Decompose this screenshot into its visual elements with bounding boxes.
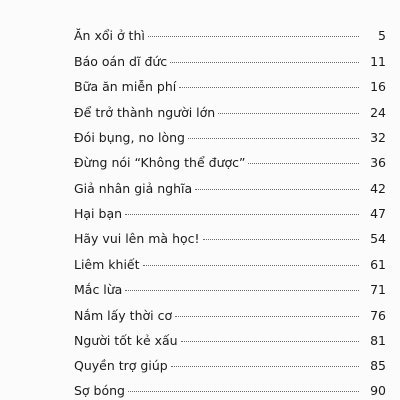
- toc-entry-title: Đói bụng, no lòng: [74, 130, 185, 145]
- dot-leader: [188, 138, 359, 139]
- toc-entry: [74, 356, 386, 376]
- toc-entry-page: 42: [370, 181, 386, 196]
- toc-entry: [74, 128, 386, 148]
- dot-leader: [170, 62, 359, 63]
- dot-leader: [248, 163, 359, 164]
- toc-entry-title: Giả nhân giả nghĩa: [74, 181, 193, 196]
- toc-entry: [74, 331, 386, 351]
- toc-entry-page: 5: [378, 28, 386, 43]
- toc-entry-page: 24: [370, 105, 386, 120]
- toc-entry: [74, 306, 386, 326]
- toc-entry-title: Quyền trợ giúp: [74, 358, 168, 373]
- toc-entry-page: 16: [370, 79, 386, 94]
- toc-entry-page: 36: [370, 155, 386, 170]
- toc-entry-page: 61: [370, 257, 386, 272]
- toc-entry-page: 71: [370, 282, 386, 297]
- toc-entry: [74, 52, 386, 72]
- toc-entry: [74, 153, 386, 173]
- toc-entry: [74, 280, 386, 300]
- toc-entry-page: 76: [370, 308, 386, 323]
- dot-leader: [148, 36, 359, 37]
- toc-entry-page: 32: [370, 130, 386, 145]
- toc-entry-title: Mắc lừa: [74, 282, 123, 297]
- toc-entry: [74, 26, 386, 46]
- dot-leader: [218, 113, 359, 114]
- dot-leader: [128, 391, 359, 392]
- toc-entry-title: Báo oán dĩ đức: [74, 54, 168, 69]
- dot-leader: [195, 189, 359, 190]
- dot-leader: [175, 316, 359, 317]
- toc-entry-page: 47: [370, 206, 386, 221]
- toc-entry-title: Hại bạn: [74, 206, 123, 221]
- toc-entry-title: Ăn xổi ở thì: [74, 28, 145, 43]
- toc-entry: [74, 77, 386, 97]
- dot-leader: [203, 239, 359, 240]
- dot-leader: [171, 366, 359, 367]
- toc-entry-title: Người tốt kẻ xấu: [74, 333, 178, 348]
- toc-entry-page: 90: [370, 383, 386, 398]
- toc-entry-title: Bữa ăn miễn phí: [74, 79, 177, 94]
- toc-entry: [74, 229, 386, 249]
- toc-entry-page: 11: [370, 54, 386, 69]
- toc-entry-title: Đừng nói “Không thể được”: [74, 155, 246, 170]
- toc-entry-page: 54: [370, 231, 386, 246]
- toc-entry: [74, 255, 386, 275]
- toc-entry-page: 85: [370, 358, 386, 373]
- dot-leader: [181, 341, 359, 342]
- toc-entry: [74, 179, 386, 199]
- toc-entry-title: Liêm khiết: [74, 257, 140, 272]
- dot-leader: [125, 214, 359, 215]
- toc-entry-page: 81: [370, 333, 386, 348]
- dot-leader: [143, 265, 359, 266]
- toc-entry: [74, 103, 386, 123]
- toc-entry-title: Nắm lấy thời cơ: [74, 308, 173, 323]
- dot-leader: [179, 87, 359, 88]
- dot-leader: [125, 290, 359, 291]
- toc-entry-title: Sợ bóng: [74, 383, 125, 398]
- toc-entry-title: Hãy vui lên mà học!: [74, 231, 200, 246]
- toc-entry-title: Để trở thành người lớn: [74, 105, 216, 120]
- toc-entry: [74, 204, 386, 224]
